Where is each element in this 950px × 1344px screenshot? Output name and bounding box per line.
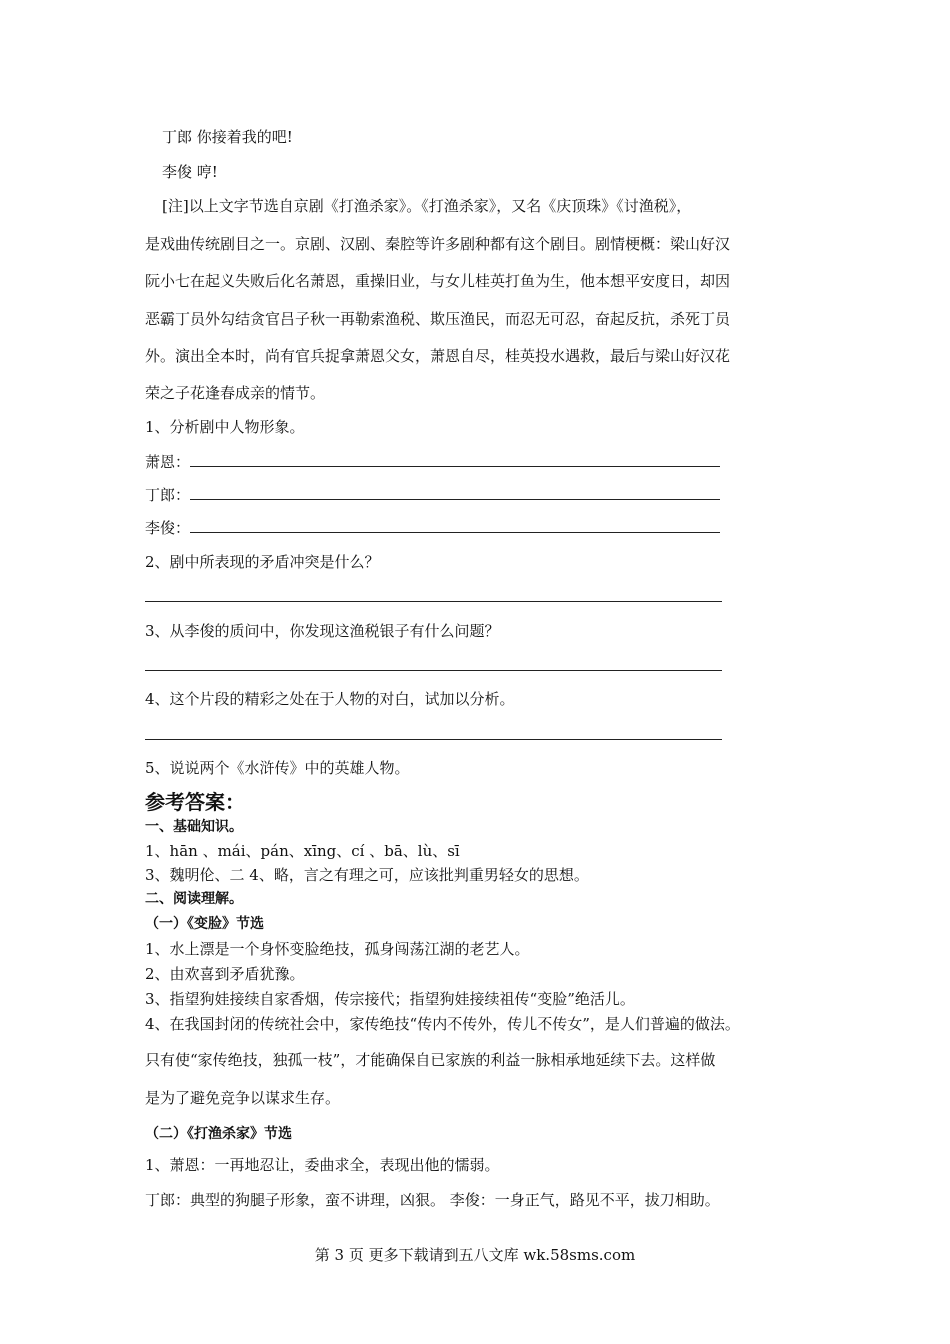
note-line-1: [注]以上文字节选自京剧《打渔杀家》。《打渔杀家》，又名《庆顶珠》《讨渔税》， bbox=[162, 197, 692, 215]
answer-rule-3[interactable] bbox=[145, 670, 722, 671]
answer-label-dinglang: 丁郎： bbox=[145, 486, 191, 504]
answer-blank-lijun[interactable] bbox=[190, 518, 720, 533]
note-line-3: 阮小七在起义失败后化名萧恩，重操旧业，与女儿桂英打鱼为生，他本想平安度日，却因 bbox=[145, 272, 731, 290]
question-4: 4、这个片段的精彩之处在于人物的对白，试加以分析。 bbox=[145, 690, 515, 708]
dialogue-line-lijun: 李俊 哼! bbox=[162, 163, 218, 181]
page-footer: 第 3 页 更多下载请到五八文库 wk.58sms.com bbox=[314, 1246, 636, 1264]
answer-c2: 丁郎：典型的狗腿子形象，蛮不讲理，凶狠。 李俊：一身正气，路见不平，拔刀相助。 bbox=[145, 1191, 720, 1209]
answer-blank-dinglang[interactable] bbox=[190, 485, 720, 500]
answers-title: 参考答案： bbox=[145, 790, 245, 814]
question-5: 5、说说两个《水浒传》中的英雄人物。 bbox=[145, 759, 410, 777]
answer-line-lijun bbox=[145, 518, 720, 538]
subsection-dayushajia: （二）《打渔杀家》节选 bbox=[145, 1126, 292, 1142]
answer-line-xiaoen bbox=[145, 452, 720, 472]
section-basic-knowledge: 一、基础知识。 bbox=[145, 819, 243, 835]
note-line-4: 恶霸丁员外勾结贪官吕子秋一再勒索渔税、欺压渔民，而忍无可忍，奋起反抗，杀死丁员 bbox=[145, 310, 731, 328]
answer-b4: 4、在我国封闭的传统社会中，家传绝技“传内不传外，传儿不传女”，是人们普遍的做法。 bbox=[145, 1015, 740, 1033]
answer-b4-cont-2: 是为了避免竞争以谋求生存。 bbox=[145, 1089, 341, 1107]
answer-label-lijun: 李俊： bbox=[145, 519, 191, 537]
note-line-6: 荣之子花逢春成亲的情节。 bbox=[145, 384, 326, 402]
question-2: 2、剧中所表现的矛盾冲突是什么？ bbox=[145, 553, 380, 571]
subsection-bianlian: （一）《变脸》节选 bbox=[145, 916, 264, 932]
answer-1-pinyin: 1、hān 、mái、pán、xīng、cí 、bā、lù、sī bbox=[145, 842, 460, 860]
dialogue-line-dinglang: 丁郎 你接着我的吧! bbox=[162, 128, 293, 146]
answer-label-xiaoen: 萧恩： bbox=[145, 453, 191, 471]
question-1: 1、分析剧中人物形象。 bbox=[145, 418, 305, 436]
section-reading: 二、阅读理解。 bbox=[145, 891, 243, 907]
answer-line-dinglang bbox=[145, 485, 720, 505]
note-line-2: 是戏曲传统剧目之一。京剧、汉剧、秦腔等许多剧种都有这个剧目。剧情梗概：梁山好汉 bbox=[145, 235, 731, 253]
question-3: 3、从李俊的质问中，你发现这渔税银子有什么问题？ bbox=[145, 622, 500, 640]
answer-b1: 1、水上漂是一个身怀变脸绝技，孤身闯荡江湖的老艺人。 bbox=[145, 940, 530, 958]
answer-blank-xiaoen[interactable] bbox=[190, 452, 720, 467]
answer-b3: 3、指望狗娃接续自家香烟，传宗接代；指望狗娃接续祖传“变脸”绝活儿。 bbox=[145, 990, 635, 1008]
answer-b4-cont-1: 只有使“家传绝技，独孤一枝”，才能确保自已家族的利益一脉相承地延续下去。这样做 bbox=[145, 1051, 716, 1069]
answer-rule-4[interactable] bbox=[145, 739, 722, 740]
answer-3-4: 3、魏明伦、二 4、略，言之有理之可，应该批判重男轻女的思想。 bbox=[145, 866, 589, 884]
note-line-5: 外。演出全本时，尚有官兵捉拿萧恩父女，萧恩自尽，桂英投水遇救，最后与梁山好汉花 bbox=[145, 347, 731, 365]
answer-c1: 1、萧恩：一再地忍让，委曲求全，表现出他的懦弱。 bbox=[145, 1156, 500, 1174]
answer-rule-2[interactable] bbox=[145, 601, 722, 602]
answer-b2: 2、由欢喜到矛盾犹豫。 bbox=[145, 965, 305, 983]
